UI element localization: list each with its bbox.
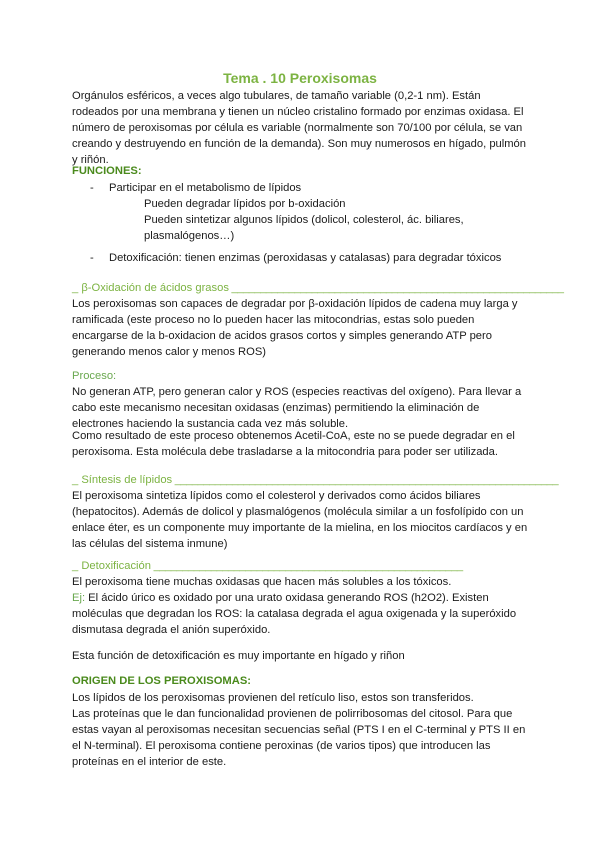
origen-paragraph: Los lípidos de los peroxisomas provienen del retículo liso, estos son transferidos. <box>72 692 474 704</box>
list-item-text: Participar en el metabolismo de lípidos <box>109 182 302 194</box>
sintesis-subheading: _ Síntesis de lípidos ___________________________________________________________________ <box>72 474 559 486</box>
beta-oxidation-subheading: _ β-Oxidación de ácidos grasos __________________________________________________________ <box>72 282 564 294</box>
page-title: Tema . 10 Peroxisomas <box>223 70 377 86</box>
list-item-text: Detoxificación: tienen enzimas (peroxidasas y catalasas) para degradar tóxicos <box>109 252 502 264</box>
section-label: β-Oxidación de ácidos grasos <box>81 282 229 294</box>
intro-paragraph: Orgánulos esféricos, a veces algo tubulares, de tamaño variable (0,2-1 nm). Están rodeados por una membrana y tienen un núcleo cristalino formado por enzimas oxidasa. El número de peroxisomas por célula es variable (normalmente son 70/100 por célula, se van creando y destruyendo en función de la demanda). Son muy numerosos en hígado, pulmón y riñón. <box>72 90 527 166</box>
sub-item: Pueden sintetizar algunos lípidos (dolicol, colesterol, ác. biliares, plasmalógenos…) <box>144 214 464 242</box>
detox-paragraph: El peroxisoma tiene muchas oxidasas que hacen más solubles a los tóxicos. <box>72 576 452 588</box>
sub-item: Pueden degradar lípidos por b-oxidación <box>144 198 346 210</box>
origen-paragraph-2: Las proteínas que le dan funcionalidad provienen de polirribosomas del citosol. Para que estas vayan al peroxisomas necesitan secuencias señal (PTS I en el C-terminal y PTS II en el N-terminal). El peroxisoma contiene peroxinas (de varios tipos) que introducen las proteínas en el interior de este. <box>72 708 526 768</box>
divider-line: ___________________________________________________________________ <box>172 474 559 486</box>
detox-importance: Esta función de detoxificación es muy importante en hígado y riñon <box>72 650 405 662</box>
proceso-paragraph-2: Como resultado de este proceso obtenemos Acetil-CoA, este no se puede degradar en el peroxisoma. Esta molécula debe trasladarse a la mitocondria para poder ser utilizada. <box>72 430 515 458</box>
detox-example: Ej: El ácido úrico es oxidado por una urato oxidasa generando ROS (h2O2). Existen moléculas que degradan los ROS: la catalasa degrada el agua oxigenada y la superóxido dismutasa degrada el anión superóxido. <box>72 592 517 636</box>
proceso-paragraph: No generan ATP, pero generan calor y ROS (especies reactivas del oxígeno). Para llevar a cabo este mecanismo necesitan oxidasas (enzimas) permitiendo la eliminación de electrones haciendo la sustancia cada vez más soluble. <box>72 386 522 430</box>
divider-line: ______________________________________________________ <box>151 560 463 572</box>
section-label: Síntesis de lípidos <box>81 474 173 486</box>
detox-subheading: _ Detoxificación ______________________________________________________ <box>72 560 463 572</box>
example-label: Ej: <box>72 592 86 604</box>
beta-oxidation-paragraph: Los peroxisomas son capaces de degradar por β-oxidación lípidos de cadena muy larga y ramificada (este proceso no lo pueden hacer las mitocondrias, estas solo pueden encargarse de la b-oxidacion de acidos grasos cortos y simples generando ATP pero generando menos calor y menos ROS) <box>72 298 518 358</box>
origen-heading: ORIGEN DE LOS PEROXISOMAS: <box>72 675 252 687</box>
section-label: Detoxificación <box>81 560 151 572</box>
divider-line: __________________________________________________________ <box>228 282 564 294</box>
proceso-label: Proceso: <box>72 370 117 382</box>
sintesis-paragraph: El peroxisoma sintetiza lípidos como el colesterol y derivados como ácidos biliares (hepatocitos). Además de dolicol y plasmalógenos (molécula similar a un fosfolípido con un enlace éter, es un componente muy importante de la mielina, en los miocitos cardíacos y en las células del sistema inmune) <box>72 490 528 550</box>
bullet-dash: - <box>90 252 94 264</box>
bullet-dash: - <box>90 182 94 194</box>
funciones-heading: FUNCIONES: <box>72 165 142 177</box>
